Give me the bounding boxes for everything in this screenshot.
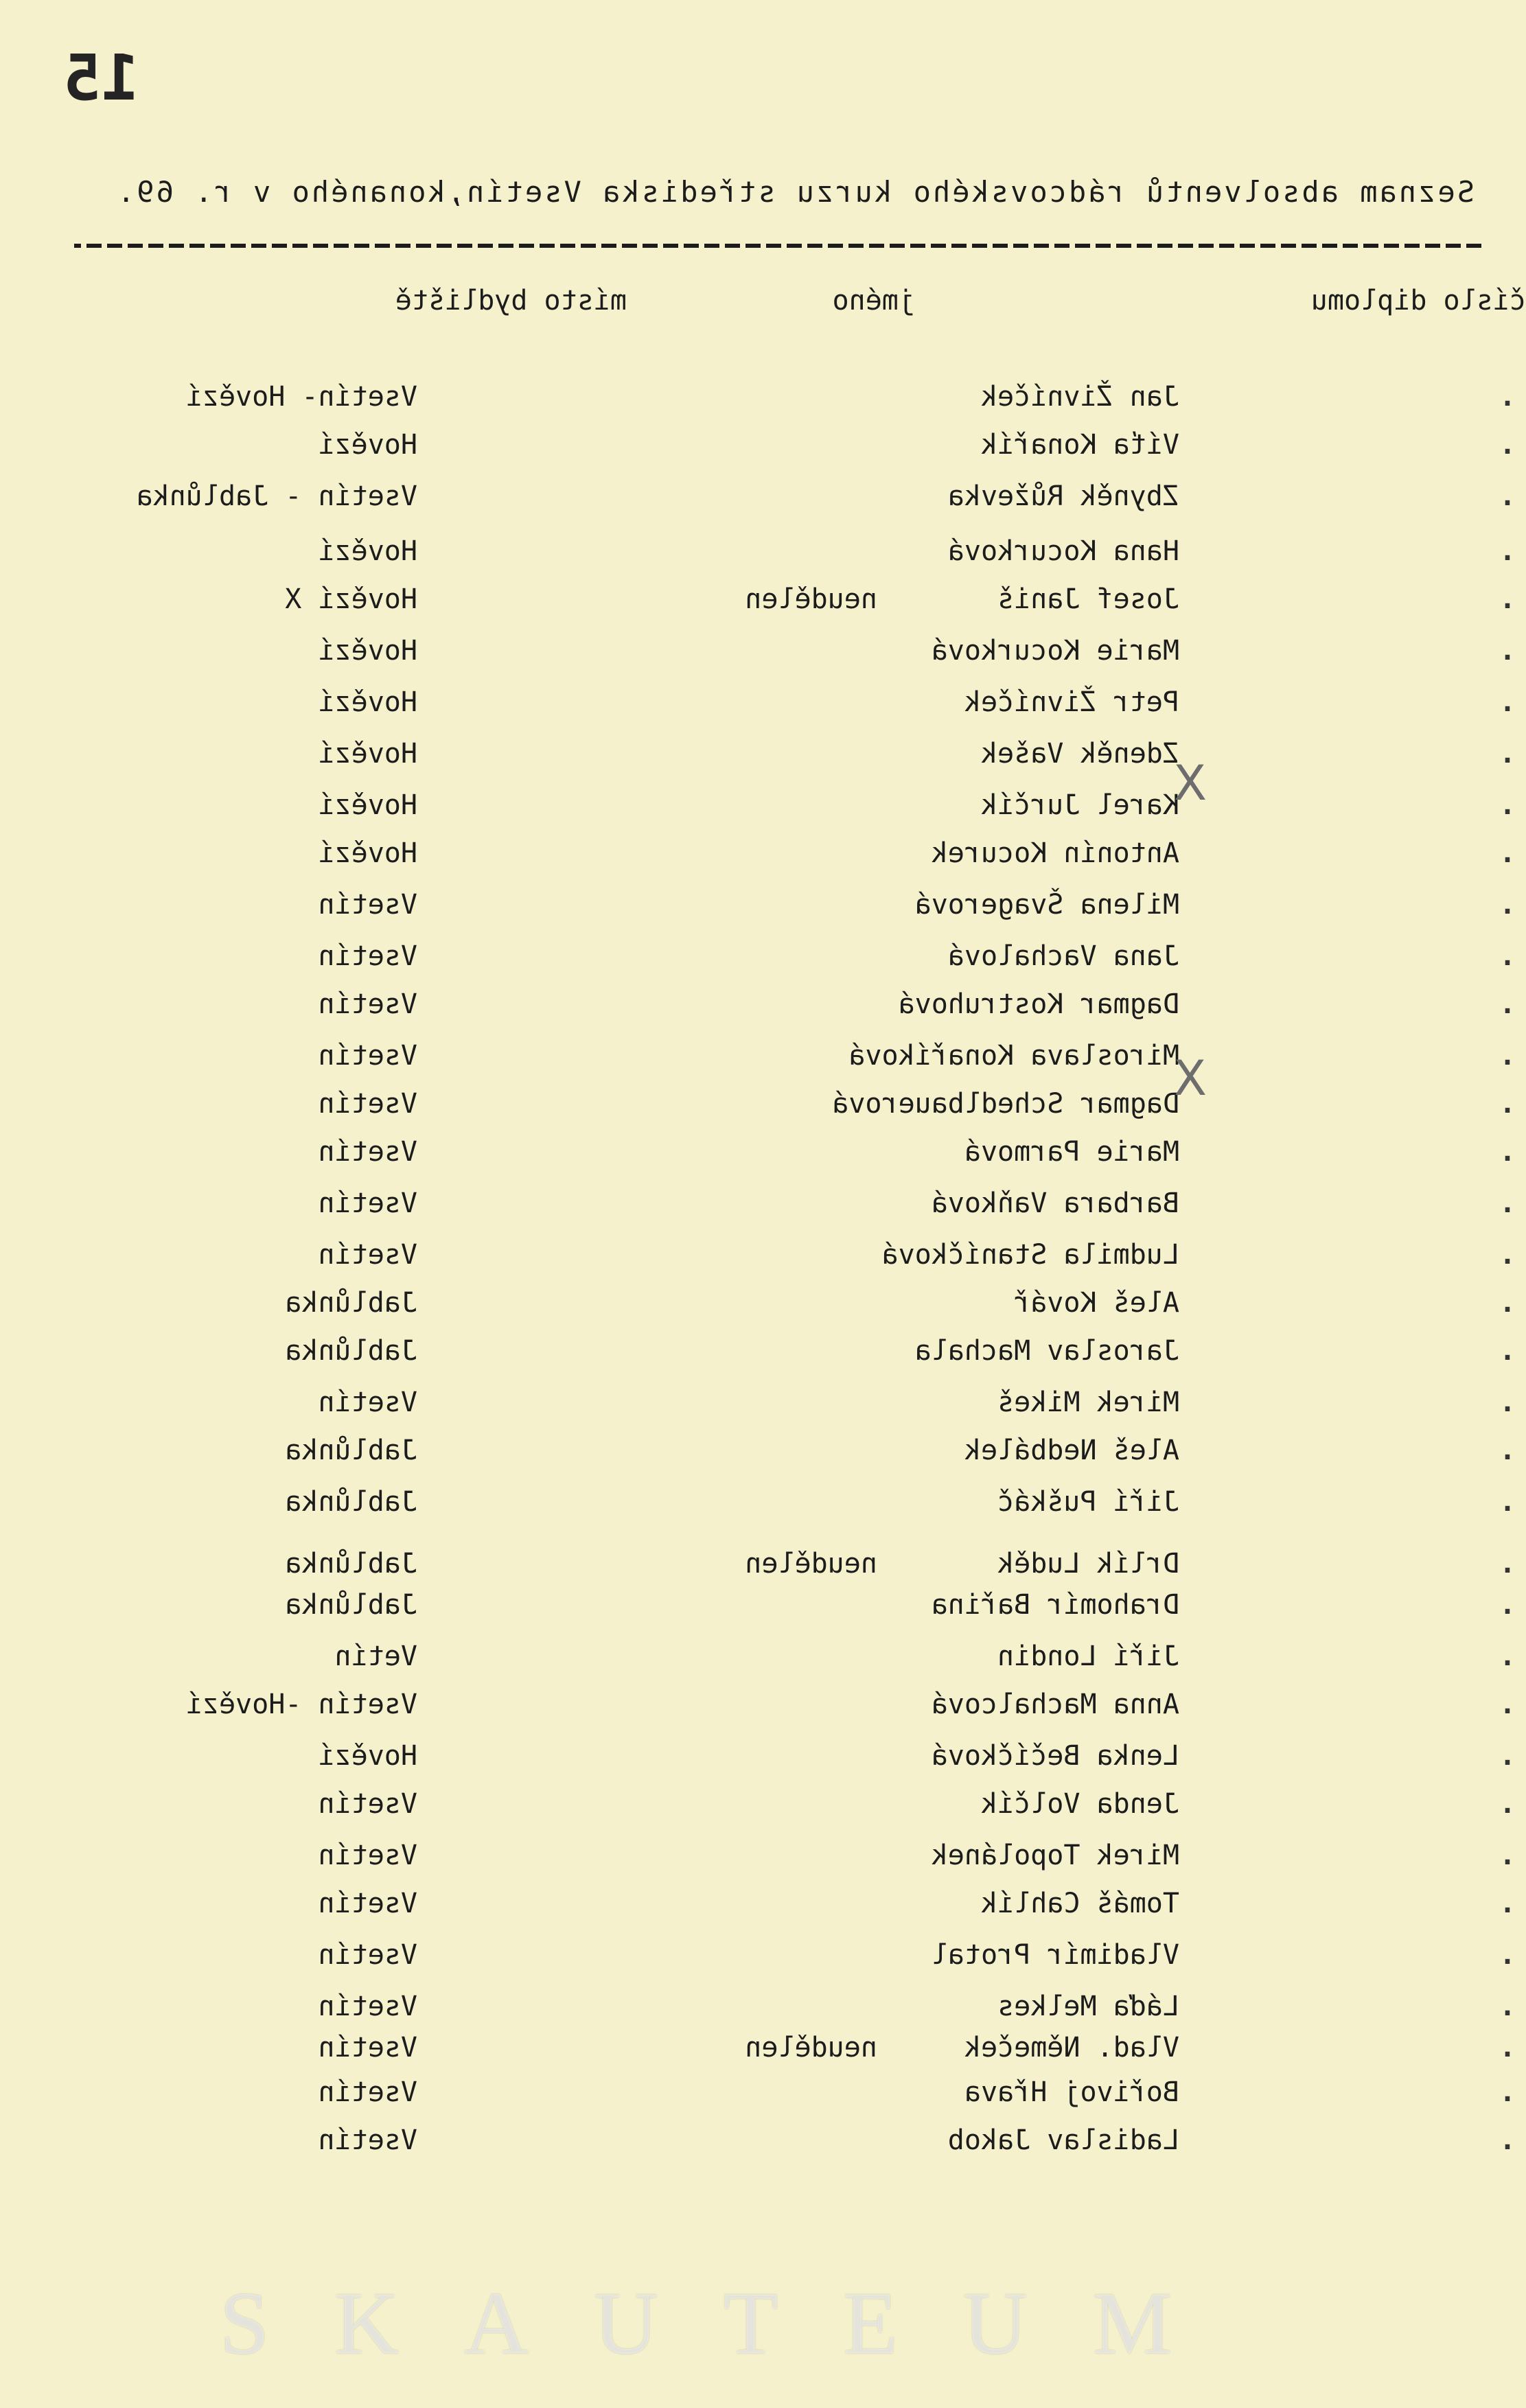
graduate-name: Ladislav Jakob [947, 2125, 1179, 2156]
graduate-name: Barbara Vaňková [931, 1188, 1179, 1219]
residence: Jablůnka [285, 1589, 417, 1621]
residence: Vsetín [318, 1991, 417, 2022]
diploma-number: . [1499, 429, 1516, 461]
column-header-residence: místo bydliště [395, 285, 627, 316]
graduate-name: Aleš Kovář [1014, 1287, 1179, 1319]
table-row [0, 1641, 1526, 1674]
table-row [0, 429, 1526, 462]
diploma-number: . [1499, 1136, 1516, 1168]
residence: Jablůnka [285, 1548, 417, 1579]
graduate-name: Bořivoj Hřava [964, 2076, 1179, 2108]
diploma-number: . [1499, 635, 1516, 667]
table-row [0, 1136, 1526, 1169]
residence: Vsetín [318, 1788, 417, 1820]
graduate-name: Josef Janiš [997, 583, 1179, 615]
graduate-name: Ludmila Staníčková [881, 1239, 1179, 1271]
table-row [0, 1486, 1526, 1519]
diploma-number: . [1499, 1287, 1516, 1319]
graduate-name: Zdeněk Vašek [981, 738, 1179, 769]
residence: Jablůnka [285, 1287, 417, 1319]
diploma-number: . [1499, 583, 1516, 615]
table-row [0, 1287, 1526, 1320]
table-row [0, 1188, 1526, 1220]
diploma-number: . [1499, 381, 1516, 413]
table-row [0, 1088, 1526, 1121]
table-row [0, 635, 1526, 668]
graduate-name: Marie Kocurková [931, 635, 1179, 667]
table-row [0, 837, 1526, 870]
diploma-number: . [1499, 481, 1516, 512]
table-row [0, 381, 1526, 414]
diploma-number: . [1499, 1641, 1516, 1672]
residence: Vsetín [318, 940, 417, 972]
table-row [0, 1840, 1526, 1873]
residence: Vsetín [318, 1888, 417, 1919]
graduate-name: Láďa Melkes [997, 1991, 1179, 2022]
graduate-name: Anna Machalcová [931, 1689, 1179, 1720]
handwritten-x-mark: X [1174, 755, 1207, 811]
residence: Hovězí [318, 738, 417, 769]
table-row [0, 1589, 1526, 1622]
column-header-name: jméno [832, 285, 915, 316]
diploma-number: . [1499, 1689, 1516, 1720]
diploma-number: . [1499, 1788, 1516, 1820]
graduate-name: Miroslava Konaříková [848, 1040, 1179, 1072]
residence: Vsetín [318, 2076, 417, 2108]
diploma-note: neudělen [745, 1548, 877, 1579]
diploma-number: . [1499, 1991, 1516, 2022]
diploma-number: . [1499, 2076, 1516, 2108]
table-row [0, 1991, 1526, 2024]
diploma-number: . [1499, 1888, 1516, 1919]
graduate-name: Jiří Puškáč [997, 1486, 1179, 1518]
residence: Vsetín [318, 988, 417, 1020]
graduate-name: Lenka Bečíčková [931, 1740, 1179, 1772]
column-header-diploma: číslo diplomu [1310, 285, 1526, 316]
graduate-name: Drahomír Bařina [931, 1589, 1179, 1621]
residence: Vsetín [318, 889, 417, 921]
table-row [0, 889, 1526, 922]
handwritten-x-mark: X [1174, 1050, 1207, 1107]
residence: Vsetín- Hovězí [185, 381, 417, 413]
residence: Vsetín [318, 2125, 417, 2156]
diploma-number: . [1499, 535, 1516, 567]
table-row [0, 1239, 1526, 1272]
diploma-number: . [1499, 940, 1516, 972]
diploma-number: . [1499, 1387, 1516, 1418]
graduate-name: Vlad. Němeček [964, 2032, 1179, 2063]
residence: Vsetín - Jablůnka [136, 481, 417, 512]
residence: Hovězí [318, 686, 417, 718]
graduate-name: Vladimír Protal [931, 1939, 1179, 1971]
table-row [0, 535, 1526, 568]
graduate-name: Tomáš Cahlík [981, 1888, 1179, 1919]
table-row [0, 1435, 1526, 1468]
residence: Vsetín [318, 1188, 417, 1219]
graduate-name: Víťa Konařík [981, 429, 1179, 461]
table-row [0, 2076, 1526, 2109]
diploma-number: . [1499, 789, 1516, 821]
residence: Vsetín [318, 2032, 417, 2063]
diploma-number: . [1499, 738, 1516, 769]
graduate-name: Antonín Kocurek [931, 837, 1179, 869]
table-row [0, 1788, 1526, 1821]
residence: Hovězí [318, 837, 417, 869]
table-row [0, 686, 1526, 719]
graduate-name: Mirek Topolánek [931, 1840, 1179, 1871]
residence: Hovězí [318, 635, 417, 667]
graduate-name: Hana Kocurková [947, 535, 1179, 567]
table-row [0, 1888, 1526, 1921]
residence: Vsetín [318, 1239, 417, 1271]
table-row [0, 1040, 1526, 1073]
diploma-number: . [1499, 988, 1516, 1020]
diploma-number: . [1499, 2032, 1516, 2063]
table-row [0, 738, 1526, 771]
diploma-number: . [1499, 1939, 1516, 1971]
graduate-name: Jiří Londin [997, 1641, 1179, 1672]
diploma-number: . [1499, 1589, 1516, 1621]
diploma-number: . [1499, 837, 1516, 869]
graduate-name: Jenda Volčík [981, 1788, 1179, 1820]
graduate-name: Dagmar Kostruhová [898, 988, 1179, 1020]
table-row [0, 1740, 1526, 1773]
diploma-number: . [1499, 686, 1516, 718]
residence: Vsetín [318, 1387, 417, 1418]
diploma-number: . [1499, 2125, 1516, 2156]
residence: Jablůnka [285, 1335, 417, 1367]
residence: Hovězí X [285, 583, 417, 615]
document-title: Seznam absolventů rádcovského kurzu střediska Vsetín,konaného v r. 69. [115, 175, 1475, 209]
diploma-number: . [1499, 1435, 1516, 1466]
residence: Jablůnka [285, 1486, 417, 1518]
diploma-number: . [1499, 1188, 1516, 1219]
diploma-number: . [1499, 1239, 1516, 1271]
table-row [0, 1939, 1526, 1972]
graduate-name: Dagmar Schedlbauerová [832, 1088, 1179, 1120]
graduate-name: Marie Parmová [964, 1136, 1179, 1168]
residence: Vsetín [318, 1040, 417, 1072]
graduate-name: Jaroslav Machala [914, 1335, 1179, 1367]
table-row [0, 481, 1526, 513]
table-row [0, 2032, 1526, 2065]
diploma-number: . [1499, 1040, 1516, 1072]
table-row [0, 988, 1526, 1021]
diploma-number: . [1499, 1840, 1516, 1871]
table-row [0, 1387, 1526, 1420]
diploma-number: . [1499, 1548, 1516, 1579]
graduate-name: Milena Švagerová [914, 889, 1179, 921]
page-number: 15 [63, 41, 139, 115]
residence: Vsetín [318, 1088, 417, 1120]
graduate-name: Jana Vachalová [947, 940, 1179, 972]
graduate-name: Karel Jurčík [981, 789, 1179, 821]
residence: Vsetín [318, 1840, 417, 1871]
diploma-note: neudělen [745, 2032, 877, 2063]
diploma-number: . [1499, 1486, 1516, 1518]
table-row [0, 789, 1526, 822]
residence: Jablůnka [285, 1435, 417, 1466]
graduate-name: Zbyněk Růževka [947, 481, 1179, 512]
table-row [0, 1689, 1526, 1722]
graduate-name: Petr Živníček [964, 686, 1179, 718]
diploma-number: . [1499, 1335, 1516, 1367]
table-row [0, 583, 1526, 616]
residence: Vsetín [318, 1136, 417, 1168]
dashed-rule [74, 244, 1481, 248]
watermark: SKAUTEUM [220, 2274, 1238, 2373]
table-row [0, 940, 1526, 973]
residence: Vsetín -Hovězí [185, 1689, 417, 1720]
diploma-number: . [1499, 1088, 1516, 1120]
graduate-name: Mirek Mikeš [997, 1387, 1179, 1418]
residence: Vsetín [318, 1939, 417, 1971]
graduate-name: Drlík Luděk [997, 1548, 1179, 1579]
diploma-number: . [1499, 889, 1516, 921]
diploma-note: neudělen [745, 583, 877, 615]
diploma-number: . [1499, 1740, 1516, 1772]
residence: Hovězí [318, 535, 417, 567]
table-row [0, 1548, 1526, 1581]
graduate-name: Aleš Nedbálek [964, 1435, 1179, 1466]
residence: Hovězí [318, 1740, 417, 1772]
table-row [0, 2125, 1526, 2157]
graduate-name: Jan Živníček [981, 381, 1179, 413]
residence: Vetín [334, 1641, 417, 1672]
residence: Hovězí [318, 429, 417, 461]
table-row [0, 1335, 1526, 1368]
residence: Hovězí [318, 789, 417, 821]
